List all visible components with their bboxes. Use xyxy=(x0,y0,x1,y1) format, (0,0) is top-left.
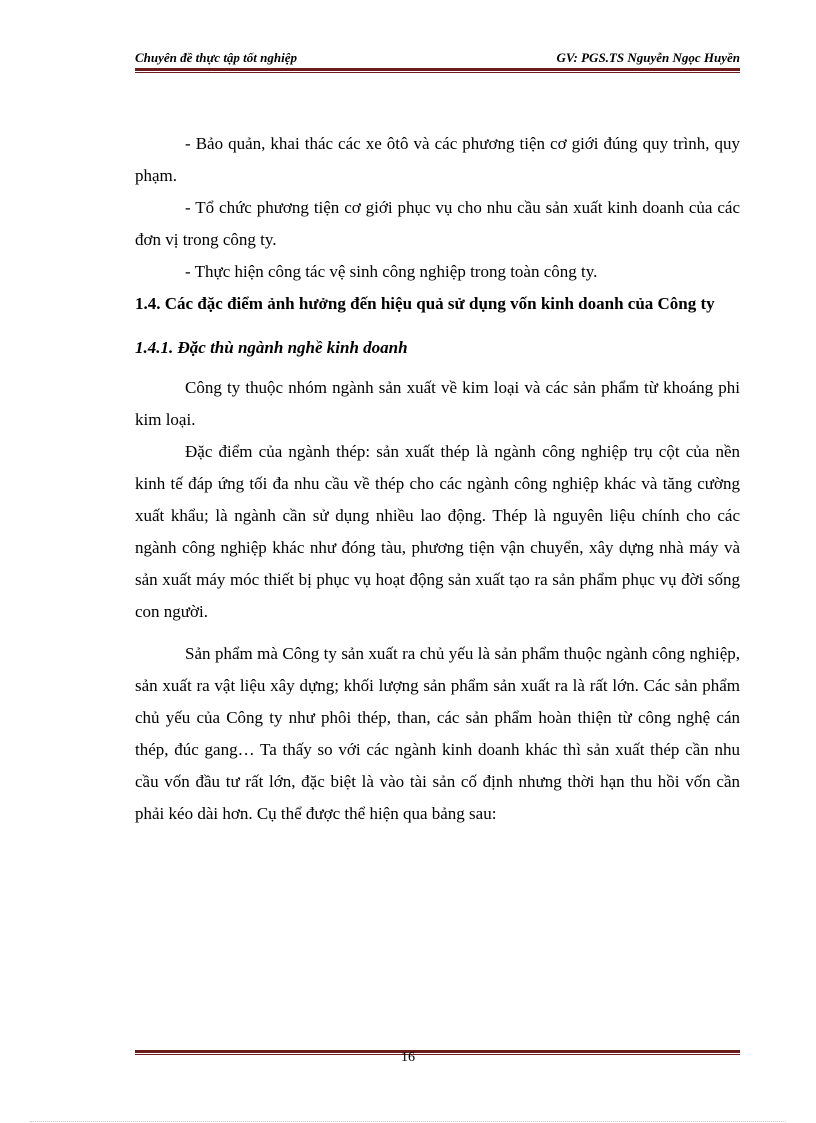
paragraph: - Tổ chức phương tiện cơ giới phục vụ cho nhu cầu sản xuất kinh doanh của các đơn vị trong công ty. xyxy=(135,198,740,249)
header-instructor: GV: PGS.TS Nguyễn Ngọc Huyền xyxy=(556,50,740,65)
paragraph: Đặc điểm của ngành thép: sản xuất thép là ngành công nghiệp trụ cột của nền kinh tế đáp ứng tối đa nhu cầu về thép cho các ngành công nghiệp khác và tăng cường xuất khẩu; là ngành cần sử dụng nhiều lao động. Thép là nguyên liệu chính cho các ngành công nghiệp khác như đóng tàu, phương tiện vận chuyển, xây dựng nhà máy và sản xuất máy móc thiết bị phục vụ hoạt động sản xuất tạo ra sản phẩm phục vụ đời sống con người. xyxy=(135,442,740,621)
page-edge-dots xyxy=(30,1121,786,1122)
paragraph: Sản phẩm mà Công ty sản xuất ra chủ yếu là sản phẩm thuộc ngành công nghiệp, sản xuất ra vật liệu xây dựng; khối lượng sản phẩm sản xuất ra là rất lớn. Các sản phẩm chủ yếu của Công ty như phôi thép, than, các sản phẩm hoàn thiện từ công nghệ cán thép, đúc gang… Ta thấy so với các ngành kinh doanh khác thì sản xuất thép cần nhu cầu vốn đầu tư rất lớn, đặc biệt là vào tài sản cố định nhưng thời hạn thu hồi vốn cần phải kéo dài hơn. Cụ thể được thể hiện qua bảng sau: xyxy=(135,644,740,823)
paragraph: - Bảo quản, khai thác các xe ôtô và các phương tiện cơ giới đúng quy trình, quy phạm. xyxy=(135,134,740,185)
page-number: 16 xyxy=(401,1050,415,1065)
subsection-heading: 1.4.1. Đặc thù ngành nghề kinh doanh xyxy=(135,338,408,357)
header-rule-thin xyxy=(135,72,740,73)
page-body xyxy=(135,128,740,830)
section-heading: 1.4. Các đặc điểm ảnh hưởng đến hiệu quả sử dụng vốn kinh doanh của Công ty xyxy=(135,294,715,313)
header-rule xyxy=(135,68,740,71)
paragraph: - Thực hiện công tác vệ sinh công nghiệp trong toàn công ty. xyxy=(185,262,598,281)
page-header xyxy=(135,48,740,68)
paragraph: Công ty thuộc nhóm ngành sản xuất về kim loại và các sản phẩm từ khoáng phi kim loại. xyxy=(135,378,740,429)
header-title: Chuyên đề thực tập tốt nghiệp xyxy=(135,50,297,65)
